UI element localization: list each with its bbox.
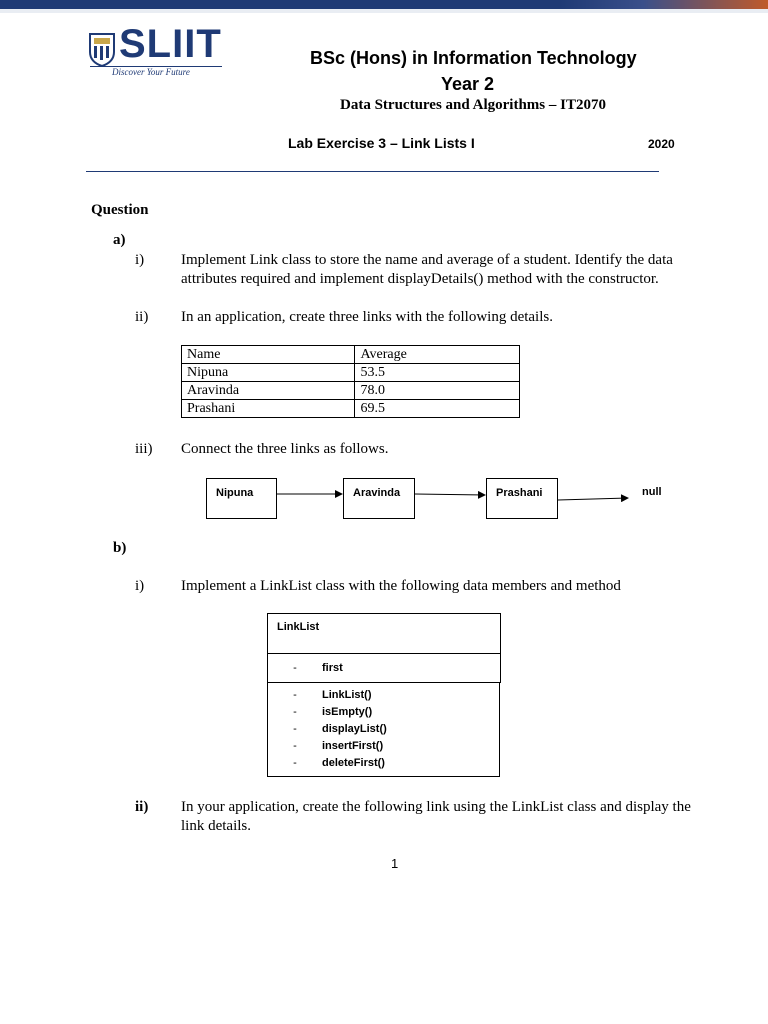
part-a-label: a)	[113, 232, 126, 248]
table-header-cell: Average	[355, 346, 520, 364]
table-cell: 69.5	[355, 400, 520, 418]
part-b-label: b)	[113, 540, 127, 556]
logo-tagline: Discover Your Future	[112, 67, 190, 77]
uml-visibility: -	[293, 689, 297, 701]
table-cell: Prashani	[182, 400, 355, 418]
uml-method-name: deleteFirst()	[322, 757, 385, 769]
uml-method-row	[268, 704, 387, 721]
item-a-i-line1: Implement Link class to store the name and average of a student. Identify the data	[181, 252, 673, 268]
lab-title: Lab Exercise 3 – Link Lists I	[288, 135, 475, 151]
uml-class-name: LinkList	[277, 621, 320, 633]
uml-attribute-row	[268, 660, 343, 677]
item-a-i-number: i)	[135, 252, 145, 268]
lab-year: 2020	[648, 137, 675, 151]
uml-method-name: LinkList()	[322, 689, 372, 701]
item-b-i-text: Implement a LinkList class with the following data members and method	[181, 578, 621, 594]
uml-method-name: isEmpty()	[322, 706, 373, 718]
course-title: Data Structures and Algorithms – IT2070	[340, 97, 606, 113]
uml-method-row	[268, 738, 387, 755]
item-a-i-line2: attributes required and implement displayDetails() method with the constructor.	[181, 271, 659, 287]
uml-visibility: -	[293, 757, 297, 769]
table-cell: Nipuna	[182, 364, 355, 382]
uml-method-list	[268, 687, 387, 772]
uml-attributes-box	[267, 653, 501, 683]
item-a-ii-text: In an application, create three links with the following details.	[181, 309, 553, 325]
null-terminal-label: null	[642, 486, 662, 498]
item-b-i-number: i)	[135, 578, 145, 594]
node-label: Nipuna	[216, 487, 254, 499]
uml-visibility: -	[293, 740, 297, 752]
item-b-ii-line1: In your application, create the following link using the LinkList class and display the	[181, 799, 691, 815]
uml-visibility: -	[293, 723, 297, 735]
question-heading: Question	[91, 202, 149, 218]
uml-visibility: -	[293, 662, 297, 674]
year-title: Year 2	[441, 74, 495, 94]
node-label: Aravinda	[353, 487, 401, 499]
uml-method-row	[268, 721, 387, 738]
node-label: Prashani	[496, 487, 543, 499]
logo-wordmark: SLIIT	[119, 22, 222, 66]
uml-method-row	[268, 687, 387, 704]
uml-method-row	[268, 755, 387, 772]
uml-method-name: displayList()	[322, 723, 387, 735]
table-cell: 53.5	[355, 364, 520, 382]
item-a-iii-number: iii)	[135, 441, 153, 457]
page-number: 1	[391, 856, 399, 871]
arrow-aravinda-to-prashani	[415, 494, 485, 495]
item-b-ii-line2: link details.	[181, 818, 251, 834]
item-b-ii-number: ii)	[135, 799, 149, 815]
item-a-ii-number: ii)	[135, 309, 149, 325]
uml-methods-box	[267, 682, 500, 777]
table-header-cell: Name	[182, 346, 355, 364]
uml-method-name: insertFirst()	[322, 740, 384, 752]
item-a-iii-text: Connect the three links as follows.	[181, 441, 389, 457]
table-cell: Aravinda	[182, 382, 355, 400]
uml-class-name-box	[267, 613, 501, 654]
table-cell: 78.0	[355, 382, 520, 400]
program-title: BSc (Hons) in Information Technology	[310, 48, 637, 68]
uml-attribute-name: first	[322, 662, 343, 674]
arrow-prashani-to-null	[558, 498, 628, 500]
uml-visibility: -	[293, 706, 297, 718]
